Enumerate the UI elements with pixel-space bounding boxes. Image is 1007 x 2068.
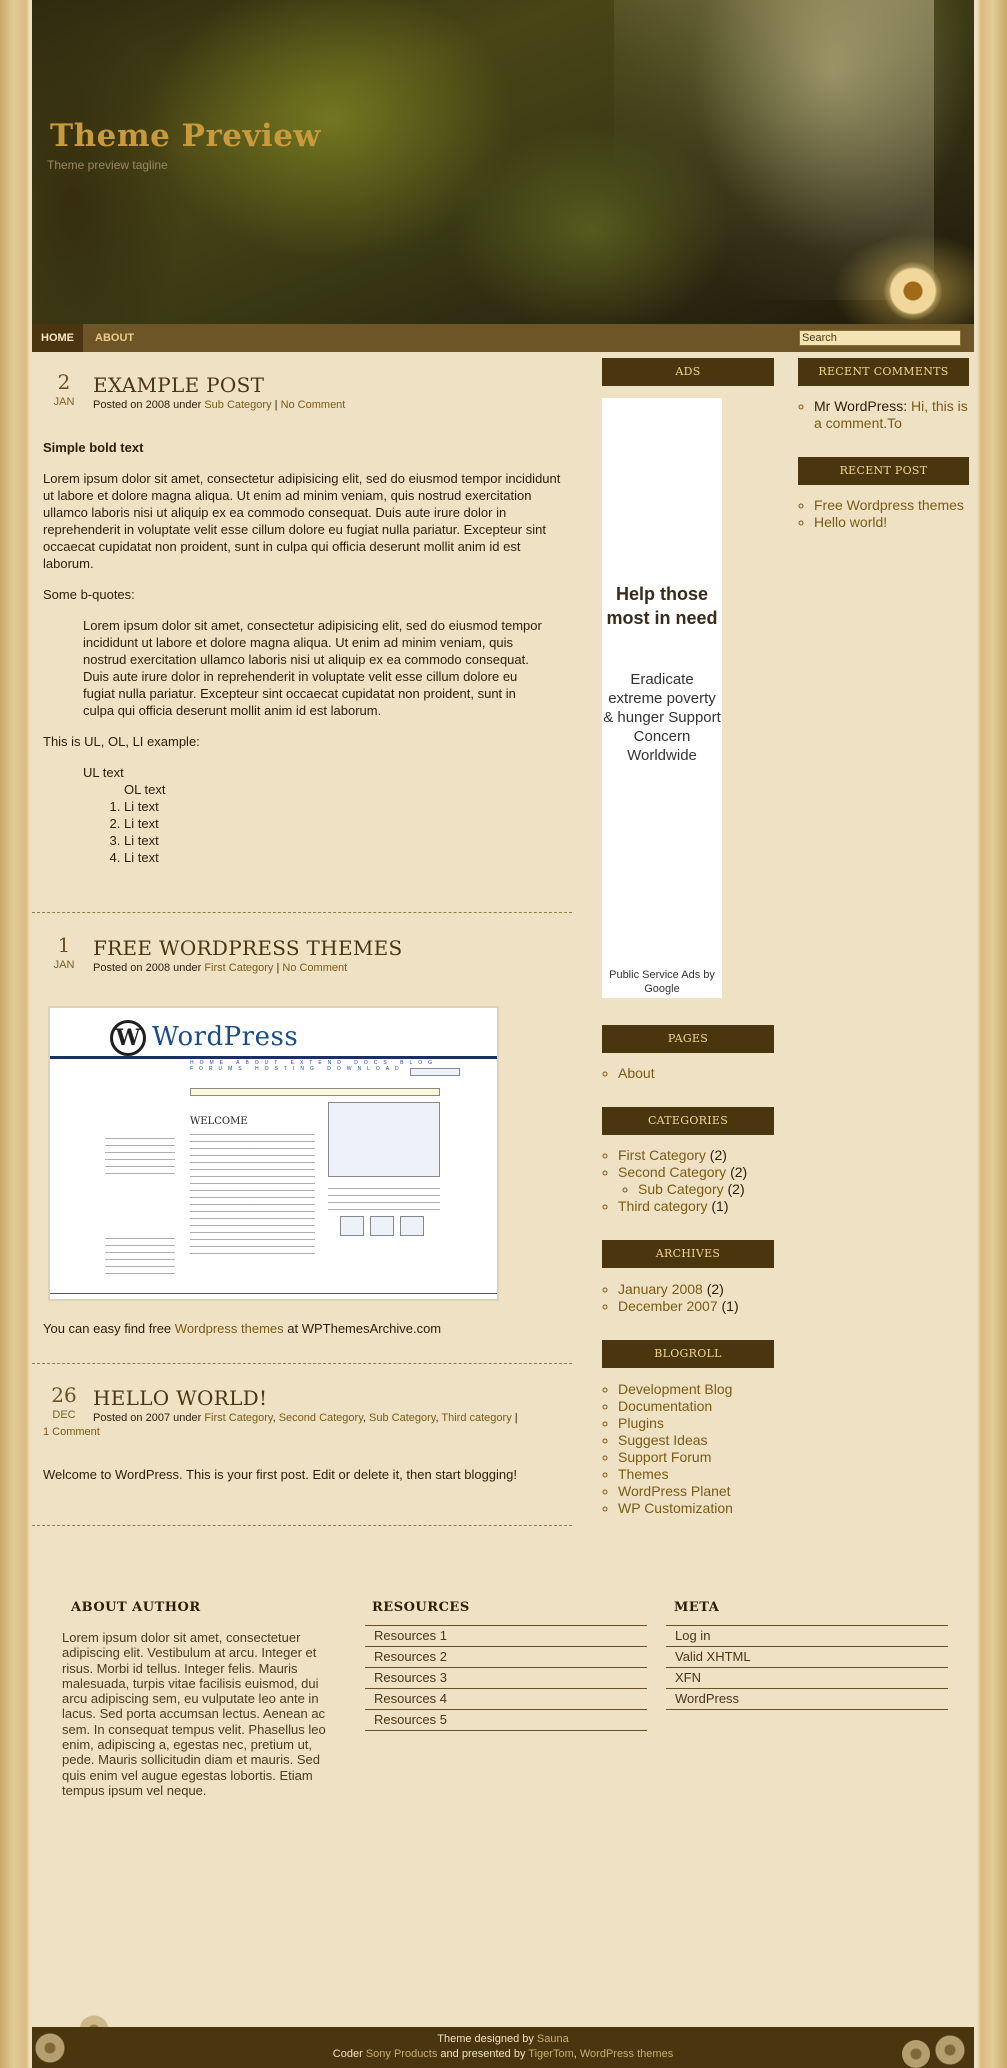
page-link[interactable]: ◦ About (618, 1065, 655, 1082)
category-item[interactable]: ◦ Third category (1) (618, 1198, 747, 1215)
pages-widget-title: PAGES (602, 1025, 774, 1053)
daisy-decoration (34, 2032, 66, 2064)
blogroll-item[interactable]: ◦ Suggest Ideas (618, 1432, 733, 1449)
category-link[interactable]: Sub Category (204, 399, 272, 411)
screenshot-body-lines (190, 1134, 315, 1254)
blockquote: Lorem ipsum dolor sit amet, consectetur adipisicing elit, sed do eiusmod tempor incididunt ut labore et dolore magna aliqua. Ut enim ad minim veniam, quis nostrud exercitation ullamco laboris nisi ut aliquip ex ea commodo consequat. Duis aute irure dolor in reprehenderit in voluptate velit esse cillum dolore eu fugiat nulla pariatur. Excepteur sint occaecat cupidatat non proident, sunt in culpa qui officia deserunt mollit anim id est laborum. (83, 618, 542, 718)
resources-title: RESOURCES (372, 1600, 470, 1615)
bold-text: Simple bold text (43, 440, 144, 455)
bquote-label: Some b-quotes: (43, 587, 135, 602)
screenshot-thumb (400, 1216, 424, 1236)
site-title[interactable]: Theme Preview (50, 118, 321, 154)
site-tagline: Theme preview tagline (47, 158, 168, 172)
list-item: 3. Li text (124, 832, 563, 849)
nav-item-home[interactable]: HOME (32, 324, 83, 352)
ad-body[interactable]: Eradicate extreme poverty & hunger Support Concern Worldwide (603, 671, 721, 764)
site-link[interactable]: WordPress themes (579, 2048, 674, 2060)
post-content (43, 1466, 563, 1497)
blogroll-item[interactable]: ◦ WP Customization (618, 1500, 733, 1517)
designer-link[interactable]: Sauna (536, 2033, 569, 2045)
comments-link[interactable]: No Comment (280, 399, 346, 411)
screenshot-caption-lines (328, 1188, 440, 1212)
comments-row (43, 1426, 100, 1438)
blogroll-item[interactable]: ◦ Documentation (618, 1398, 733, 1415)
meta-list (666, 1625, 948, 1710)
recent-posts-list (798, 497, 969, 531)
screenshot-nav: HOME ABOUT EXTEND DOCS BLOG FORUMS HOSTING DOWNLOAD (190, 1060, 439, 1072)
ordered-list (124, 798, 563, 866)
post-paragraph (43, 1320, 563, 1337)
meta-link[interactable]: Log in (666, 1626, 948, 1647)
post-meta: Posted on 2007 under First Category, Second Category, Sub Category, Third category | (93, 1412, 518, 1424)
subcategory-list (618, 1181, 747, 1198)
page-container (32, 0, 974, 2068)
post-paragraph: Welcome to WordPress. This is your first post. Edit or delete it, then start blogging! (43, 1467, 517, 1482)
ul-text: UL text (83, 765, 124, 780)
ads-widget-title: ADS (602, 358, 774, 386)
daisy-decoration (902, 2040, 930, 2068)
post-content (43, 439, 563, 866)
meta-link[interactable]: WordPress (666, 1689, 948, 1710)
ad-footer[interactable]: Public Service Ads by Google (609, 969, 715, 995)
archives-list (602, 1281, 739, 1315)
comments-link[interactable]: 1 Comment (43, 1426, 100, 1438)
post-date-day: 2 (57, 370, 71, 394)
resources-link[interactable]: Resources 5 (365, 1710, 647, 1731)
screenshot-sidebar-lines (105, 1238, 175, 1278)
blogroll-widget-title: BLOGROLL (602, 1340, 774, 1368)
recent-comment-item: ◦ Mr WordPress: Hi, this is a comment.To (814, 398, 969, 432)
blogroll-item[interactable]: ◦ Development Blog (618, 1381, 733, 1398)
post-date-day: 26 (51, 1383, 77, 1407)
category-link[interactable]: First Category (204, 962, 274, 974)
meta-link[interactable]: Valid XHTML (666, 1647, 948, 1668)
archive-item[interactable]: ◦ January 2008 (2) (618, 1281, 739, 1298)
resources-link[interactable]: Resources 1 (365, 1626, 647, 1647)
pages-list (602, 1065, 655, 1082)
credits-line-1: Theme designed by Sauna (437, 2033, 569, 2045)
resources-link[interactable]: Resources 4 (365, 1689, 647, 1710)
post-date-day: 1 (57, 933, 71, 957)
screenshot-welcome: WELCOME (190, 1116, 248, 1127)
post-title[interactable]: FREE WORDPRESS THEMES (93, 936, 403, 960)
category-item[interactable]: ◦ Sub Category (2) (638, 1181, 747, 1198)
post-paragraph: Lorem ipsum dolor sit amet, consectetur adipisicing elit, sed do eiusmod tempor incididunt ut labore et dolore magna aliqua. Ut enim ad minim veniam, quis nostrud exercitation ullamco laboris nisi ut aliquip ex ea commodo consequat. Duis aute irure dolor in reprehenderit in voluptate velit esse cillum dolore eu fugiat nulla pariatur. Excepteur sint occaecat cupidatat non proident, sunt in culpa qui officia deserunt mollit anim id est laborum. (43, 471, 561, 571)
meta-title: META (674, 1600, 720, 1615)
wordpress-logo-icon: W (110, 1020, 146, 1056)
comments-link[interactable]: No Comment (282, 962, 348, 974)
nav-bar (32, 324, 974, 352)
text-prefix: You can easy find free (43, 1321, 175, 1336)
blogroll-item[interactable]: ◦ Support Forum (618, 1449, 733, 1466)
header-banner (32, 0, 974, 324)
daisy-decoration (932, 2032, 968, 2068)
recent-post-widget-title: RECENT POST (798, 457, 969, 485)
blogroll-item[interactable]: ◦ WordPress Planet (618, 1483, 733, 1500)
resources-link[interactable]: Resources 2 (365, 1647, 647, 1668)
screenshot-theme-box (328, 1102, 440, 1177)
resources-link[interactable]: Resources 3 (365, 1668, 647, 1689)
post-meta-prefix: Posted on 2007 under (93, 1412, 205, 1424)
recent-comments-widget-title: RECENT COMMENTS (798, 358, 969, 386)
categories-widget-title: CATEGORIES (602, 1107, 774, 1135)
screenshot-sidebar-lines (105, 1138, 175, 1178)
archive-item[interactable]: ◦ December 2007 (1) (618, 1298, 739, 1315)
screenshot-header-bar (50, 1056, 499, 1059)
screenshot-footer-line (50, 1293, 499, 1294)
wordpress-themes-link[interactable]: Wordpress themes (174, 1321, 284, 1336)
list-item: 4. Li text (124, 849, 563, 866)
screenshot-notice (190, 1088, 440, 1096)
recent-comment-link[interactable]: Hi, this is a comment.To (814, 398, 968, 431)
credits-line-2: Coder Sony Products and presented by TigerTom, WordPress themes (332, 2048, 674, 2060)
nav-item-about[interactable]: ABOUT (95, 332, 135, 344)
list-item: 1. Li text (124, 798, 563, 815)
screenshot-thumb (370, 1216, 394, 1236)
post-title[interactable]: EXAMPLE POST (93, 373, 265, 397)
credits-bar (32, 2027, 974, 2068)
text-suffix: at WPThemesArchive.com (283, 1321, 442, 1336)
sunrays-decoration (614, 0, 934, 300)
recent-post-item[interactable]: ◦ Hello world! (814, 514, 969, 531)
resources-list (365, 1625, 647, 1731)
post-divider (32, 912, 572, 913)
ad-banner[interactable] (602, 398, 722, 998)
meta-link[interactable]: XFN (666, 1668, 948, 1689)
recent-post-item[interactable]: ◦ Free Wordpress themes (814, 497, 969, 514)
blogroll-list (602, 1381, 733, 1517)
recent-comments-list (798, 398, 969, 432)
about-author-title: ABOUT AUTHOR (71, 1600, 201, 1615)
post-meta (93, 397, 573, 413)
category-item[interactable]: ◦ First Category (2) (618, 1147, 747, 1164)
post-date-month: DEC (52, 1409, 76, 1421)
ol-text: OL text (124, 782, 166, 797)
presenter-link[interactable]: TigerTom (528, 2048, 574, 2060)
post-divider (32, 1363, 572, 1364)
screenshot-thumb (340, 1216, 364, 1236)
category-item[interactable]: ◦ Second Category (2) ◦ Sub Category (2) (618, 1164, 747, 1198)
post-content (43, 1320, 563, 1351)
category-link[interactable]: Third category (441, 1412, 512, 1424)
about-author-text: Lorem ipsum dolor sit amet, consectetuer adipiscing elit. Vestibulum at arcu. Integer et risus. Morbi id tellus. Integer felis. Mauris malesuada, turpis vitae facilisis euismod, dui arcu adipiscing sem, eu vulputate leo ante in lacus. Sed porta accumsan lectus. Aenean ac sem. In consequat tempus velit. Phasellus leo enim, adipiscing a, egestas nec, pretium ut, pede. Mauris sollicitudin diam et mauris. Sed quis enim vel augue egestas lobortis. Etiam tempus ipsum vel neque. (62, 1630, 326, 1798)
post-meta-prefix: Posted on 2008 under (93, 962, 205, 974)
screenshot-search-box (410, 1068, 460, 1076)
ad-headline[interactable]: Help those most in need (606, 584, 718, 628)
flower-decoration (884, 262, 942, 320)
post-meta-prefix: Posted on 2008 under (93, 399, 205, 411)
list-label: This is UL, OL, LI example: (43, 734, 200, 749)
archives-widget-title: ARCHIVES (602, 1240, 774, 1268)
meta-separator: | (273, 962, 283, 974)
blogroll-item[interactable]: ◦ Plugins (618, 1415, 733, 1432)
post-date-month: JAN (53, 959, 75, 971)
category-link[interactable]: Second Category (278, 1412, 363, 1424)
category-link[interactable]: Sub Category (369, 1412, 436, 1424)
post-meta (93, 960, 573, 976)
wordpress-screenshot[interactable] (48, 1006, 499, 1301)
category-link[interactable]: First Category (204, 1412, 273, 1424)
coder-link[interactable]: Sony Products (365, 2048, 438, 2060)
search-input[interactable] (799, 330, 961, 346)
post-date-month: JAN (53, 396, 75, 408)
blogroll-item[interactable]: ◦ Themes (618, 1466, 733, 1483)
categories-list (602, 1147, 747, 1215)
post-title[interactable]: HELLO WORLD! (93, 1386, 268, 1410)
list-item: 2. Li text (124, 815, 563, 832)
screenshot-logo-text: WordPress (152, 1022, 299, 1052)
post-divider (32, 1525, 572, 1526)
meta-separator: | (271, 399, 281, 411)
